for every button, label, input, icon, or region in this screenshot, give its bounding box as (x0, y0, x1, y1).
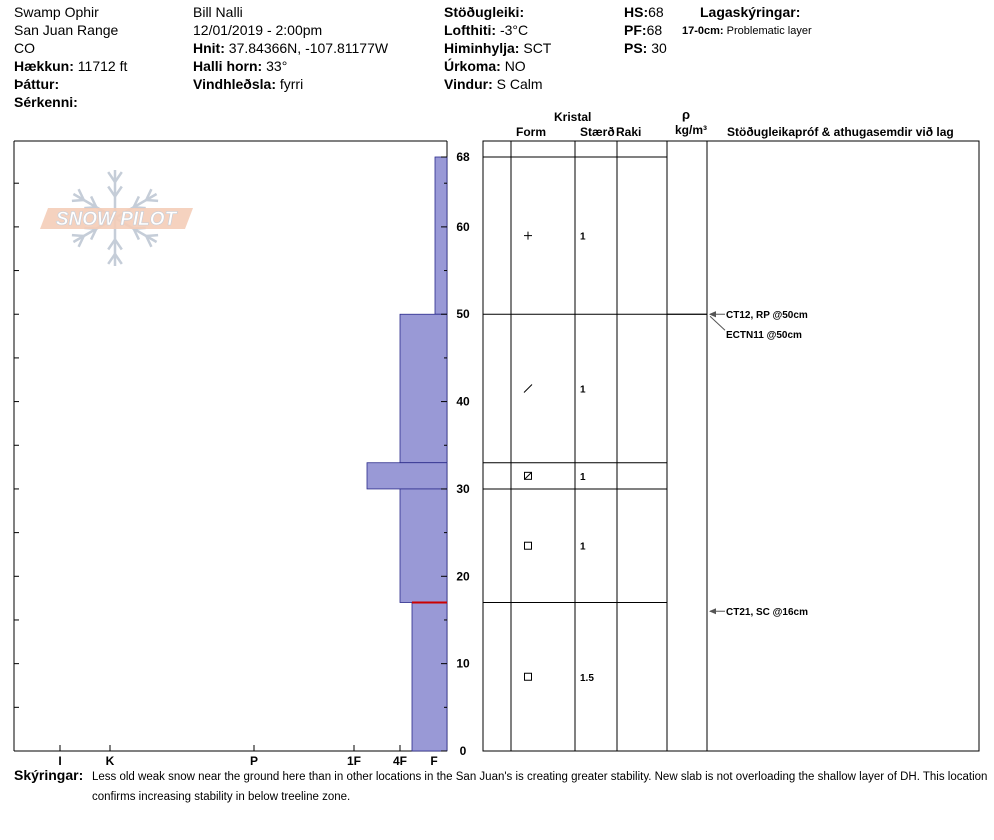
form-header: Form (516, 125, 546, 139)
hardness-bar (400, 489, 447, 603)
hardness-label-F: F (430, 754, 438, 768)
elevation-label: Hækkun: (14, 58, 74, 74)
hardness-bar (367, 463, 447, 489)
coords-value: 37.84366N, -107.81177W (228, 40, 389, 56)
depth-label-10: 10 (456, 656, 470, 671)
location-name: Swamp Ophir (14, 4, 99, 20)
grain-size: 1.5 (580, 672, 594, 684)
depth-label-50: 50 (456, 307, 470, 322)
depth-label-0: 0 (459, 744, 467, 758)
ps-label: PS: (624, 40, 648, 56)
stability-test-label: CT12, RP @50cm (726, 310, 808, 322)
hardness-bar (400, 314, 447, 463)
pf-value: 68 (646, 22, 663, 38)
hardness-bar (435, 157, 447, 314)
observation-datetime: 12/01/2019 - 2:00pm (193, 22, 323, 38)
grain-form-symbol (525, 673, 532, 680)
hardness-label-4F: 4F (392, 754, 408, 768)
stability-test-label: ECTN11 @50cm (726, 330, 802, 342)
aspect-label: Þáttur: (14, 76, 60, 92)
hs-label: HS: (624, 4, 649, 20)
grain-size: 1 (580, 541, 586, 553)
ps-value: 30 (651, 40, 667, 56)
observer-name: Bill Nalli (193, 4, 243, 20)
legend-range: 17-0cm: (682, 25, 724, 37)
grain-form-symbol (525, 542, 532, 549)
depth-label-40: 40 (456, 394, 470, 409)
elevation-value: 11712 ft (77, 58, 128, 74)
grain-form-symbol (524, 384, 532, 392)
depth-label-30: 30 (456, 481, 470, 496)
state-name: CO (14, 40, 35, 56)
notes-label: Skýringar: (14, 767, 84, 783)
hs-value: 68 (648, 4, 664, 20)
test-arrow (710, 316, 725, 330)
legend-text: Problematic layer (726, 25, 812, 37)
slope-value: 33° (266, 58, 288, 74)
wind-value: S Calm (496, 76, 543, 92)
air-temp-label: Lofthiti: (444, 22, 497, 38)
wind-loading-value: fyrri (279, 76, 304, 92)
hardness-label-K: K (105, 754, 115, 768)
features-label: Sérkenni: (14, 94, 78, 110)
hardness-bars (367, 157, 447, 751)
hardness-label-I: I (58, 754, 62, 768)
wind-loading-label: Vindhleðsla: (193, 76, 276, 92)
tests-header: Stöðugleikapróf & athugasemdir við lag (727, 125, 954, 139)
snowpilot-logo (40, 170, 193, 266)
table-border (483, 141, 979, 751)
stability-test-label: CT21, SC @16cm (726, 607, 809, 619)
range-name: San Juan Range (14, 22, 119, 38)
slope-label: Halli horn: (193, 58, 263, 74)
wind-label: Vindur: (444, 76, 493, 92)
grain-size: 1 (580, 384, 586, 396)
layer-table (483, 141, 979, 751)
pf-label: PF: (624, 22, 647, 38)
stability-label: Stöðugleiki: (444, 4, 525, 20)
precip-label: Úrkoma: (444, 58, 501, 74)
grain-form-symbol (525, 472, 532, 479)
hardness-bar (412, 603, 447, 752)
grain-size: 1 (580, 471, 586, 483)
sky-value: SCT (523, 40, 552, 56)
rho-header: ρ (682, 107, 691, 122)
hardness-label-1F: 1F (346, 754, 362, 768)
legend-title: Lagaskýringar: (700, 4, 801, 20)
test-arrowhead (709, 608, 716, 614)
hardness-label-P: P (249, 754, 259, 768)
crystal-header: Kristal (554, 110, 592, 124)
precip-value: NO (504, 58, 526, 74)
sky-label: Himinhylja: (444, 40, 520, 56)
logo-text: SNOW PILOT (55, 209, 177, 230)
size-header: Stærð (580, 125, 615, 139)
moisture-header: Raki (616, 125, 642, 139)
grain-size: 1 (580, 231, 586, 243)
depth-label-60: 60 (456, 219, 470, 234)
coords-label: Hnit: (193, 40, 225, 56)
air-temp-value: -3°C (499, 22, 529, 38)
notes-text: Less old weak snow near the ground here than in other locations in the San Juan's is creating greater stability. New slab is not overloading the shallow layer of DH. This location confirms increasing stability in below treeline zone. (92, 771, 988, 803)
stability-tests (709, 310, 808, 618)
depth-label-20: 20 (456, 569, 470, 584)
density-unit-header: kg/m³ (675, 123, 708, 137)
depth-label-68: 68 (456, 150, 470, 164)
